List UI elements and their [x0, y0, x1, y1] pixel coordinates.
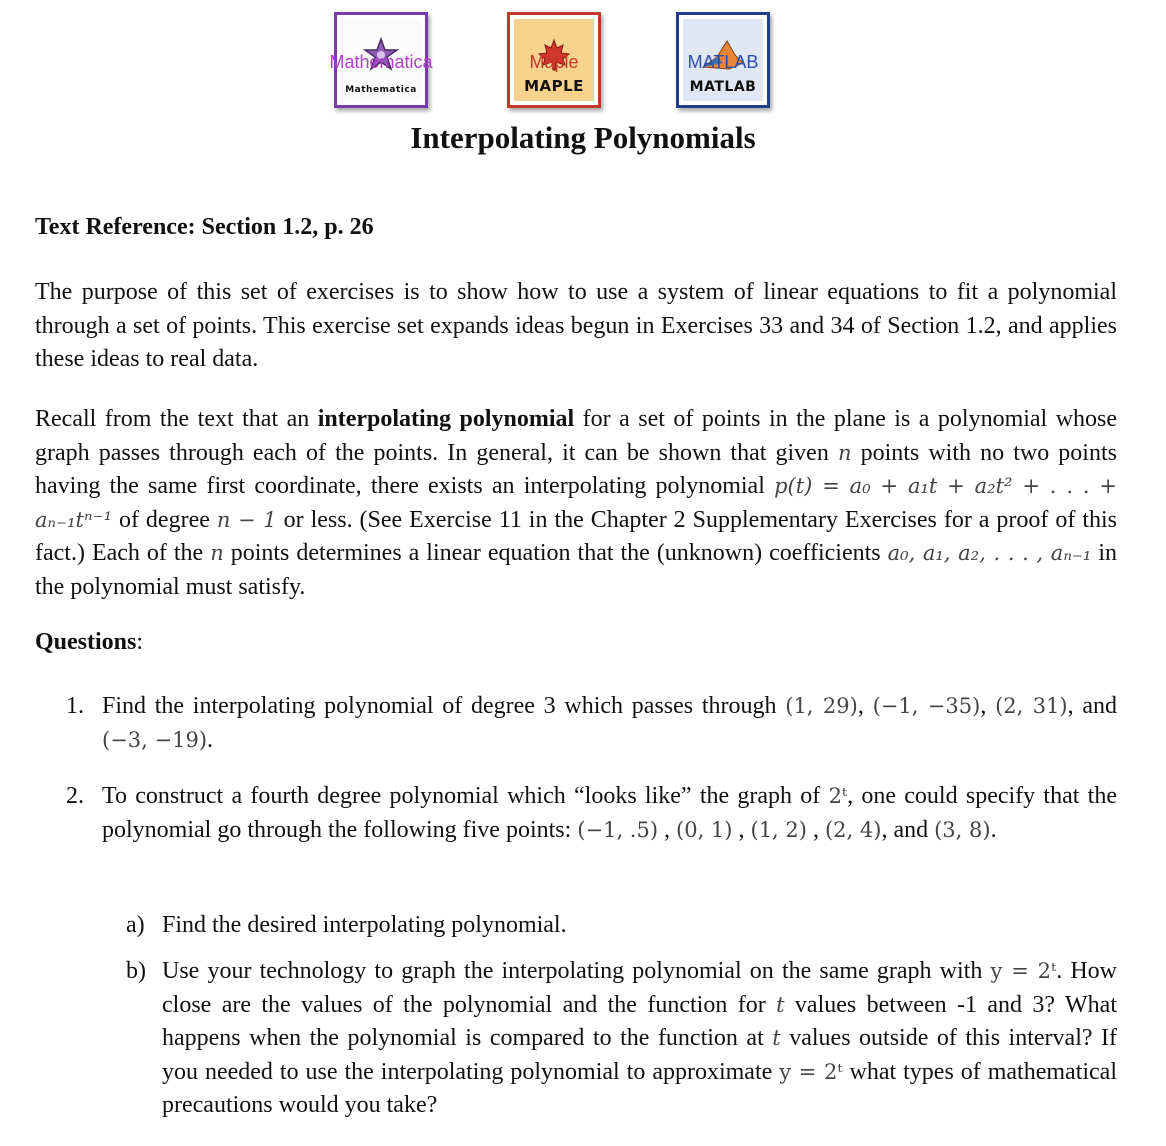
q2-point-3: (1, 2)	[750, 817, 807, 842]
q1-text-2: ,	[857, 693, 873, 719]
q2-point-5: (3, 8)	[934, 817, 991, 842]
para2-text-4: or less. (See Exercise 11 in the Chapter 2 Supplementary Exercises for a proof of this fact.) Each of the	[35, 506, 1117, 566]
qb-function-1: y = 2ᵗ	[990, 959, 1057, 983]
text-reference: Text Reference: Section 1.2, p. 26	[35, 214, 374, 240]
q2-point-4: (2, 4)	[824, 817, 882, 842]
qb-function-2: y = 2ᵗ	[779, 1059, 843, 1084]
maple-logo-panel	[514, 19, 594, 101]
question-1	[66, 690, 1118, 757]
math-n: n	[837, 440, 852, 465]
math-n-2: n	[210, 541, 224, 565]
interpolating-polynomial-term: interpolating polynomial	[317, 406, 575, 432]
matlab-logo-panel	[683, 19, 763, 101]
q2-text-1: To construct a fourth degree polynomial which “looks like” the graph of	[102, 783, 829, 809]
q2-sep-1: ,	[658, 816, 677, 843]
coefficients-formula: a₀, a₁, a₂, . . . , aₙ₋₁	[887, 541, 1092, 565]
q1-point-4: (−3, −19)	[102, 727, 208, 752]
question-2-number: 2.	[66, 783, 84, 809]
q2-point-2: (0, 1)	[676, 817, 733, 842]
q2-end: .	[990, 816, 997, 843]
question-2a	[126, 909, 1117, 943]
q2-text-2: , one could specify that the polynomial go through the following five points:	[102, 783, 1117, 843]
maple-logo-label: MAPLE	[524, 77, 584, 95]
matlab-logo-label: MATLAB	[689, 79, 757, 95]
question-2a-label: a)	[126, 912, 145, 938]
q1-text-5: .	[207, 726, 214, 753]
mathematica-logo-panel	[329, 19, 433, 101]
para2-text-6: in the polynomial must satisfy.	[35, 540, 1117, 600]
q1-text-1: Find the interpolating polynomial of degree 3 which passes through	[102, 693, 786, 719]
polynomial-formula: p(t) = a₀ + a₁t + a₂t² + . . . + aₙ₋₁tⁿ⁻¹	[35, 474, 1118, 532]
q1-text-4: , and	[1067, 693, 1118, 719]
q2-and: , and	[881, 816, 935, 843]
qb-text-4: values outside of this interval? If you needed to use the interpolating polynomial to approximate	[162, 1025, 1118, 1085]
qb-text-2: . How close are the values of the polynomial and the function for	[162, 958, 1118, 1018]
question-1-number: 1.	[66, 693, 84, 719]
q2-sep-3: ,	[806, 816, 825, 843]
definition-paragraph	[35, 403, 1117, 604]
q2-function: 2ᵗ	[828, 784, 848, 808]
q1-point-1: (1, 29)	[785, 694, 858, 718]
q1-point-3: (2, 31)	[995, 694, 1068, 718]
q1-point-2: (−1, −35)	[872, 694, 981, 718]
qb-text-5: what types of mathematical precautions would you take?	[162, 1058, 1117, 1118]
matlab-logo[interactable]	[676, 12, 770, 108]
para2-lead: Recall from the text that an	[35, 406, 318, 432]
math-degree: n − 1	[216, 507, 277, 532]
maple-logo[interactable]	[507, 12, 601, 108]
qb-var-t-2: t	[772, 1026, 781, 1050]
question-2b	[126, 955, 1118, 1123]
mathematica-logo[interactable]	[329, 12, 433, 108]
para2-text-3: of degree	[112, 506, 217, 533]
question-2a-text: Find the desired interpolating polynomial.	[162, 912, 567, 938]
para2-text-2: points with no two points having the same first coordinate, there exists an interpolating polynomial	[35, 439, 1117, 499]
mathematica-logo-label: Mathematica	[345, 85, 417, 95]
mathematica-logo-alt-text: Mathematica	[329, 52, 433, 72]
qb-text-3: values between -1 and 3? What happens when the polynomial is compared to the function at	[162, 991, 1117, 1051]
intro-paragraph: The purpose of this set of exercises is to show how to use a system of linear equations to fit a polynomial through a set of points. This exercise set expands ideas begun in Exercises 33 and 34 of Section 1.2, and applies these ideas to real data.	[35, 279, 1117, 372]
q2-point-1: (−1, .5)	[577, 817, 659, 842]
q2-sep-2: ,	[732, 816, 751, 843]
qb-text-1: Use your technology to graph the interpolating polynomial on the same graph with	[162, 958, 991, 984]
questions-colon: :	[136, 629, 144, 655]
q1-text-3: ,	[980, 693, 996, 719]
software-logos	[0, 10, 1166, 110]
question-2	[66, 780, 1117, 847]
questions-heading	[35, 629, 143, 656]
maple-logo-alt-text: Maple	[529, 52, 579, 72]
para2-text-5: points determines a linear equation that the (unknown) coefficients	[223, 540, 888, 566]
questions-label: Questions	[35, 629, 137, 655]
qb-var-t-1: t	[776, 992, 785, 1017]
para2-text-1: for a set of points in the plane is a polynomial whose graph passes through each of the points. In general, it can be shown that given	[35, 406, 1118, 466]
page-title: Interpolating Polynomials	[410, 120, 756, 155]
question-2b-label: b)	[126, 958, 146, 984]
matlab-logo-alt-text: MATLAB	[687, 52, 759, 72]
